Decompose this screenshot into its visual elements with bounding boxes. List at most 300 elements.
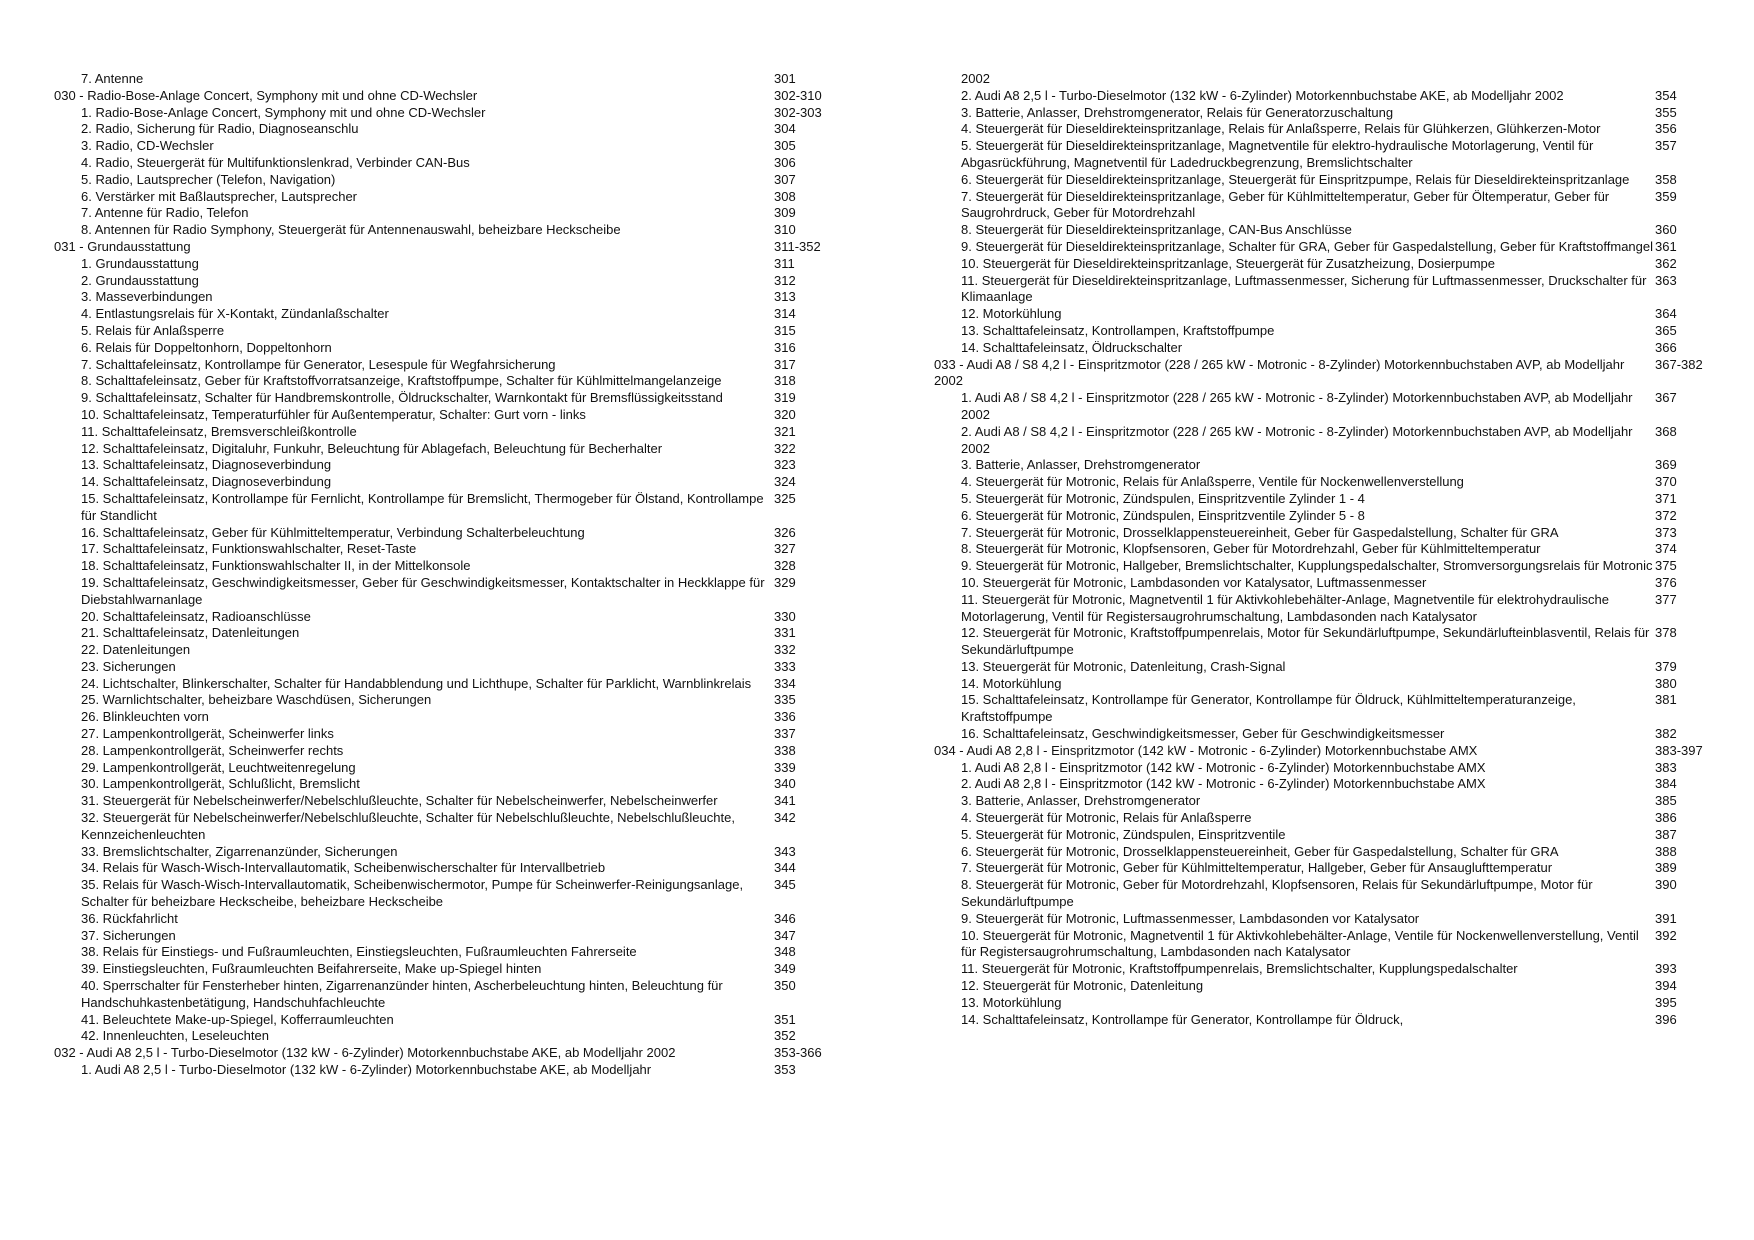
toc-entry[interactable]: [54, 743, 854, 760]
toc-entry-title: 11. Steuergerät für Dieseldirekteinspritzanlage, Luftmassenmesser, Sicherung für Luftmassenmesser, Druckschalter für Klimaanlage: [961, 272, 1647, 305]
toc-entry[interactable]: [54, 961, 854, 978]
toc-entry-title: 13. Schalttafeleinsatz, Kontrollampen, Kraftstoffpumpe: [961, 322, 1275, 338]
toc-entry-title: 35. Relais für Wasch-Wisch-Intervallautomatik, Scheibenwischermotor, Pumpe für Scheinwerfer-Reinigungsanlage, Schalter für beheizbare Heckscheibe, beheizbare Heckscheibe: [81, 877, 744, 910]
toc-entry[interactable]: [934, 928, 1714, 962]
toc-entry[interactable]: [54, 776, 854, 793]
toc-entry-page: 335: [774, 692, 796, 708]
toc-entry-page: 354: [1655, 87, 1677, 103]
toc-entry[interactable]: [934, 810, 1714, 827]
toc-entry-page: 361: [1655, 238, 1677, 254]
toc-entry[interactable]: [54, 373, 854, 390]
toc-entry[interactable]: [54, 155, 854, 172]
toc-entry[interactable]: [934, 793, 1714, 810]
toc-entry-title: 1. Audi A8 / S8 4,2 l - Einspritzmotor (228 / 265 kW - Motronic - 8-Zylinder) Motorkennbuchstaben AVP, ab Modelljahr 2002: [961, 390, 1633, 422]
toc-entry-title: 2. Audi A8 2,8 l - Einspritzmotor (142 kW - Motronic - 6-Zylinder) Motorkennbuchstabe AMX: [961, 776, 1486, 792]
toc-entry[interactable]: [934, 525, 1714, 542]
toc-entry[interactable]: [934, 911, 1714, 928]
toc-entry-title: 030 - Radio-Bose-Anlage Concert, Symphony mit und ohne CD-Wechsler: [54, 87, 478, 103]
toc-entry-page: 391: [1655, 910, 1677, 926]
toc-entry-title: 2002: [961, 71, 990, 86]
toc-entry[interactable]: [54, 541, 854, 558]
toc-entry-title: 6. Steuergerät für Motronic, Zündspulen, Einspritzventile Zylinder 5 - 8: [961, 507, 1365, 523]
toc-entry[interactable]: [54, 676, 854, 693]
toc-entry-page: 375: [1655, 558, 1677, 574]
toc-entry[interactable]: [54, 424, 854, 441]
toc-entry[interactable]: [54, 709, 854, 726]
toc-entry-page: 311-352: [774, 238, 821, 254]
toc-entry-title: 3. Batterie, Anlasser, Drehstromgenerator: [961, 793, 1201, 809]
toc-entry-title: 14. Schalttafeleinsatz, Diagnoseverbindung: [81, 474, 332, 490]
toc-entry[interactable]: [54, 642, 854, 659]
toc-entry-title: 1. Radio-Bose-Anlage Concert, Symphony mit und ohne CD-Wechsler: [81, 104, 486, 120]
toc-entry-title: 2. Radio, Sicherung für Radio, Diagnoseanschlu: [81, 121, 359, 137]
toc-entry-page: 388: [1655, 843, 1677, 859]
toc-entry-title: 7. Antenne für Radio, Telefon: [81, 205, 249, 221]
toc-entry-title: 10. Steuergerät für Dieseldirekteinspritzanlage, Steuergerät für Zusatzheizung, Dosierpumpe: [961, 255, 1496, 271]
toc-entry-title: 12. Steuergerät für Motronic, Kraftstoffpumpenrelais, Motor für Sekundärluftpumpe, Sekundärlufteinblasventil, Relais für Sekundärluftpumpe: [961, 625, 1650, 658]
toc-entry-page: 378: [1655, 625, 1677, 641]
toc-entry-page: 377: [1655, 591, 1677, 607]
toc-entry-title: 14. Schalttafeleinsatz, Öldruckschalter: [961, 339, 1183, 355]
toc-entry-title: 9. Steuergerät für Motronic, Hallgeber, Bremslichtschalter, Kupplungspedalschalter, Stromversorgungsrelais für Motronic: [961, 558, 1653, 574]
toc-entry-title: 23. Sicherungen: [81, 658, 176, 674]
toc-entry-title: 31. Steuergerät für Nebelscheinwerfer/Nebelschlußleuchte, Schalter für Nebelscheinwerfer, Nebelscheinwerfer: [81, 793, 718, 809]
toc-entry-page: 349: [774, 961, 796, 977]
toc-entry-title: 3. Radio, CD-Wechsler: [81, 138, 214, 154]
toc-entry-page: 317: [774, 356, 796, 372]
toc-entry-title: 24. Lichtschalter, Blinkerschalter, Schalter für Handabblendung und Lichthupe, Schalter für Parklicht, Warnblinkrelais: [81, 675, 752, 691]
toc-entry-title: 7. Steuergerät für Motronic, Drosselklappensteuereinheit, Geber für Gaspedalstellung, Schalter für GRA: [961, 524, 1559, 540]
toc-entry[interactable]: [54, 205, 854, 222]
toc-entry-page: 384: [1655, 776, 1677, 792]
toc-entry-page: 372: [1655, 507, 1677, 523]
toc-entry[interactable]: [54, 340, 854, 357]
toc-entry-page: 341: [774, 793, 796, 809]
toc-entry-page: 336: [774, 709, 796, 725]
toc-entry[interactable]: [54, 306, 854, 323]
toc-entry-page: 323: [774, 457, 796, 473]
toc-entry-page: 309: [774, 205, 796, 221]
toc-entry-title: 034 - Audi A8 2,8 l - Einspritzmotor (142 kW - Motronic - 6-Zylinder) Motorkennbuchstabe AMX: [934, 742, 1478, 758]
toc-entry-title: 6. Verstärker mit Baßlautsprecher, Lautsprecher: [81, 188, 358, 204]
toc-entry[interactable]: [54, 944, 854, 961]
toc-entry[interactable]: [54, 222, 854, 239]
toc-entry-page: 344: [774, 860, 796, 876]
toc-entry-title: 1. Grundausstattung: [81, 255, 199, 271]
toc-entry-title: 21. Schalttafeleinsatz, Datenleitungen: [81, 625, 300, 641]
toc-entry[interactable]: [934, 105, 1714, 122]
toc-entry-title: 19. Schalttafeleinsatz, Geschwindigkeitsmesser, Geber für Geschwindigkeitsmesser, Kontaktschalter in Heckklappe für Diebstahlwarnanlage: [81, 574, 765, 607]
toc-entry-page: 312: [774, 272, 796, 288]
toc-section-entry[interactable]: [934, 357, 1714, 391]
toc-section-entry[interactable]: [934, 743, 1714, 760]
toc-entry[interactable]: [934, 508, 1714, 525]
toc-entry-title: 9. Steuergerät für Motronic, Luftmassenmesser, Lambdasonden vor Katalysator: [961, 910, 1420, 926]
toc-entry[interactable]: [934, 1012, 1714, 1029]
toc-entry-title: 6. Steuergerät für Motronic, Drosselklappensteuereinheit, Geber für Gaspedalstellung, Schalter für GRA: [961, 843, 1559, 859]
toc-entry-page: 376: [1655, 574, 1677, 590]
toc-entry-page: 325: [774, 490, 796, 506]
toc-entry-title: 28. Lampenkontrollgerät, Scheinwerfer rechts: [81, 742, 344, 758]
toc-entry-title: 16. Schalttafeleinsatz, Geber für Kühlmitteltemperatur, Verbindung Schalterbeleuchtung: [81, 524, 585, 540]
toc-entry-page: 350: [774, 978, 796, 994]
toc-entry[interactable]: [934, 625, 1714, 659]
toc-entry-page: 321: [774, 423, 796, 439]
toc-entry-page: 331: [774, 625, 796, 641]
toc-entry-title: 5. Steuergerät für Motronic, Zündspulen, Einspritzventile: [961, 826, 1286, 842]
toc-entry[interactable]: [934, 71, 1714, 88]
toc-entry-title: 38. Relais für Einstiegs- und Fußraumleuchten, Einstiegsleuchten, Fußraumleuchten Fahrerseite: [81, 944, 637, 960]
toc-entry[interactable]: [54, 575, 854, 609]
toc-entry-title: 41. Beleuchtete Make-up-Spiegel, Kofferraumleuchten: [81, 1011, 394, 1027]
toc-entry-page: 307: [774, 171, 796, 187]
toc-right-column: [934, 71, 1714, 1028]
toc-entry[interactable]: [54, 172, 854, 189]
toc-entry[interactable]: [934, 827, 1714, 844]
toc-entry[interactable]: [54, 860, 854, 877]
toc-entry-page: 342: [774, 810, 796, 826]
toc-entry-page: 333: [774, 658, 796, 674]
toc-entry[interactable]: [54, 810, 854, 844]
toc-entry[interactable]: [54, 625, 854, 642]
toc-entry-page: 329: [774, 574, 796, 590]
toc-entry[interactable]: [54, 978, 854, 1012]
toc-entry[interactable]: [54, 692, 854, 709]
toc-entry[interactable]: [54, 491, 854, 525]
toc-entry[interactable]: [934, 726, 1714, 743]
toc-entry[interactable]: [54, 609, 854, 626]
toc-entry-page: 367-382: [1655, 356, 1703, 372]
toc-entry[interactable]: [934, 340, 1714, 357]
toc-entry-title: 3. Batterie, Anlasser, Drehstromgenerator, Relais für Generatorzuschaltung: [961, 104, 1394, 120]
toc-entry[interactable]: [934, 844, 1714, 861]
toc-entry[interactable]: [54, 390, 854, 407]
toc-entry[interactable]: [934, 961, 1714, 978]
toc-entry-page: 340: [774, 776, 796, 792]
toc-entry[interactable]: [934, 306, 1714, 323]
toc-entry-title: 5. Steuergerät für Dieseldirekteinspritzanlage, Magnetventile für elektro-hydraulische Motorlagerung, Ventil für Abgasrückführung, Magnetventil für Ladedruckbegrenzung, Bremslichtschalter: [961, 138, 1594, 170]
toc-entry-page: 301: [774, 71, 796, 86]
toc-entry-title: 42. Innenleuchten, Leseleuchten: [81, 1028, 269, 1044]
toc-entry[interactable]: [934, 592, 1714, 626]
toc-entry[interactable]: [54, 877, 854, 911]
toc-entry-page: 383: [1655, 759, 1677, 775]
toc-entry-page: 311: [774, 255, 795, 271]
toc-entry-title: 16. Schalttafeleinsatz, Geschwindigkeitsmesser, Geber für Geschwindigkeitsmesser: [961, 726, 1445, 742]
toc-entry[interactable]: [54, 457, 854, 474]
toc-entry-title: 5. Radio, Lautsprecher (Telefon, Navigation): [81, 171, 336, 187]
toc-entry[interactable]: [54, 1028, 854, 1045]
toc-entry[interactable]: [54, 1062, 854, 1079]
toc-entry-page: 389: [1655, 860, 1677, 876]
toc-entry-title: 11. Steuergerät für Motronic, Kraftstoffpumpenrelais, Bremslichtschalter, Kupplungspedalschalter: [961, 961, 1518, 977]
toc-entry-page: 314: [774, 306, 796, 322]
toc-entry[interactable]: [54, 71, 854, 88]
toc-entry-page: 356: [1655, 121, 1677, 137]
toc-entry[interactable]: [934, 776, 1714, 793]
toc-entry-page: 306: [774, 154, 796, 170]
toc-entry-page: 332: [774, 642, 796, 658]
toc-entry[interactable]: [54, 844, 854, 861]
toc-entry[interactable]: [54, 289, 854, 306]
toc-entry-title: 8. Steuergerät für Motronic, Klopfsensoren, Geber für Motordrehzahl, Geber für Kühlmitteltemperatur: [961, 541, 1541, 557]
toc-entry-page: 345: [774, 877, 796, 893]
toc-entry-title: 12. Motorkühlung: [961, 306, 1062, 322]
toc-entry-page: 326: [774, 524, 796, 540]
toc-entry[interactable]: [934, 676, 1714, 693]
toc-entry-title: 6. Relais für Doppeltonhorn, Doppeltonhorn: [81, 339, 332, 355]
toc-entry-title: 8. Schalttafeleinsatz, Geber für Kraftstoffvorratsanzeige, Kraftstoffpumpe, Schalter für Kühlmittelmangelanzeige: [81, 373, 722, 389]
toc-entry[interactable]: [934, 323, 1714, 340]
toc-entry-title: 031 - Grundausstattung: [54, 238, 191, 254]
toc-entry-page: 382: [1655, 726, 1677, 742]
toc-entry-title: 8. Steuergerät für Dieseldirekteinspritzanlage, CAN-Bus Anschlüsse: [961, 222, 1352, 238]
toc-entry-page: 310: [774, 222, 796, 238]
toc-entry-page: 357: [1655, 138, 1677, 154]
toc-entry-page: 396: [1655, 1011, 1677, 1027]
toc-entry-title: 32. Steuergerät für Nebelscheinwerfer/Nebelschlußleuchte, Schalter für Nebelschlußleuchte, Nebelschlußleuchte, Kennzeichenleuchten: [81, 810, 735, 842]
toc-entry-page: 348: [774, 944, 796, 960]
toc-entry-page: 313: [774, 289, 796, 305]
toc-entry[interactable]: [934, 474, 1714, 491]
toc-entry-title: 8. Antennen für Radio Symphony, Steuergerät für Antennenauswahl, beheizbare Heckscheibe: [81, 222, 621, 238]
toc-entry-title: 25. Warnlichtschalter, beheizbare Waschdüsen, Sicherungen: [81, 692, 432, 708]
toc-entry-page: 373: [1655, 524, 1677, 540]
toc-entry-page: 355: [1655, 104, 1677, 120]
toc-entry[interactable]: [54, 928, 854, 945]
toc-entry[interactable]: [934, 138, 1714, 172]
toc-entry[interactable]: [54, 441, 854, 458]
toc-entry[interactable]: [54, 911, 854, 928]
toc-entry[interactable]: [934, 558, 1714, 575]
toc-entry[interactable]: [934, 222, 1714, 239]
toc-entry-title: 4. Radio, Steuergerät für Multifunktionslenkrad, Verbinder CAN-Bus: [81, 154, 470, 170]
toc-entry-page: 380: [1655, 675, 1677, 691]
toc-entry[interactable]: [54, 189, 854, 206]
toc-entry-title: 7. Steuergerät für Dieseldirekteinspritzanlage, Geber für Kühlmitteltemperatur, Geber für Öltemperatur, Geber für Saugrohrdruck, Geber für Motordrehzahl: [961, 188, 1610, 221]
toc-entry-title: 14. Motorkühlung: [961, 675, 1062, 691]
toc-entry-title: 4. Steuergerät für Motronic, Relais für Anlaßsperre, Ventile für Nockenwellenverstellung: [961, 474, 1464, 490]
toc-entry-title: 13. Steuergerät für Motronic, Datenleitung, Crash-Signal: [961, 658, 1286, 674]
toc-entry-page: 302-310: [774, 87, 822, 103]
toc-entry-title: 26. Blinkleuchten vorn: [81, 709, 209, 725]
toc-entry[interactable]: [934, 390, 1714, 424]
toc-entry-title: 20. Schalttafeleinsatz, Radioanschlüsse: [81, 608, 311, 624]
toc-entry-page: 371: [1655, 490, 1677, 506]
toc-entry-page: 320: [774, 406, 796, 422]
toc-entry-title: 6. Steuergerät für Dieseldirekteinspritzanlage, Steuergerät für Einspritzpumpe, Relais für Dieseldirekteinspritzanlage: [961, 171, 1630, 187]
toc-entry-page: 352: [774, 1028, 796, 1044]
toc-entry[interactable]: [934, 239, 1714, 256]
toc-entry-title: 5. Steuergerät für Motronic, Zündspulen, Einspritzventile Zylinder 1 - 4: [961, 490, 1365, 506]
toc-entry-page: 365: [1655, 322, 1677, 338]
toc-entry-page: 330: [774, 608, 796, 624]
toc-entry[interactable]: [934, 760, 1714, 777]
toc-entry[interactable]: [54, 256, 854, 273]
toc-entry-title: 11. Schalttafeleinsatz, Bremsverschleißkontrolle: [81, 423, 357, 439]
toc-entry-title: 7. Schalttafeleinsatz, Kontrollampe für Generator, Lesespule für Wegfahrsicherung: [81, 356, 556, 372]
toc-entry-title: 15. Schalttafeleinsatz, Kontrollampe für Fernlicht, Kontrollampe für Bremslicht, Thermogeber für Ölstand, Kontrollampe für Standlicht: [81, 490, 764, 523]
toc-entry-title: 34. Relais für Wasch-Wisch-Intervallautomatik, Scheibenwischerschalter für Intervallbetrieb: [81, 860, 606, 876]
toc-entry-title: 14. Schalttafeleinsatz, Kontrollampe für Generator, Kontrollampe für Öldruck,: [961, 1011, 1404, 1027]
toc-entry[interactable]: [934, 995, 1714, 1012]
toc-entry[interactable]: [934, 189, 1714, 223]
toc-entry-title: 2. Grundausstattung: [81, 272, 199, 288]
toc-entry-page: 379: [1655, 658, 1677, 674]
toc-entry-page: 316: [774, 339, 796, 355]
toc-entry-page: 322: [774, 440, 796, 456]
toc-entry-page: 302-303: [774, 104, 822, 120]
toc-entry-page: 327: [774, 541, 796, 557]
toc-entry-title: 13. Motorkühlung: [961, 994, 1062, 1010]
toc-entry[interactable]: [934, 88, 1714, 105]
toc-entry-page: 318: [774, 373, 796, 389]
toc-entry-page: 343: [774, 843, 796, 859]
toc-entry[interactable]: [54, 105, 854, 122]
toc-left-column: [54, 71, 854, 1079]
toc-entry[interactable]: [54, 273, 854, 290]
toc-entry-page: 392: [1655, 927, 1677, 943]
toc-entry-title: 17. Schalttafeleinsatz, Funktionswahlschalter, Reset-Taste: [81, 541, 417, 557]
toc-entry-page: 374: [1655, 541, 1677, 557]
toc-entry-title: 033 - Audi A8 / S8 4,2 l - Einspritzmotor (228 / 265 kW - Motronic - 8-Zylinder) Motorkennbuchstaben AVP, ab Modelljahr 2002: [934, 356, 1625, 389]
toc-entry-title: 29. Lampenkontrollgerät, Leuchtweitenregelung: [81, 759, 356, 775]
toc-entry-title: 36. Rückfahrlicht: [81, 910, 178, 926]
toc-entry-title: 1. Audi A8 2,8 l - Einspritzmotor (142 kW - Motronic - 6-Zylinder) Motorkennbuchstabe AMX: [961, 759, 1486, 775]
toc-entry-page: 339: [774, 759, 796, 775]
toc-entry-title: 37. Sicherungen: [81, 927, 176, 943]
toc-entry-page: 387: [1655, 826, 1677, 842]
toc-entry-page: 353-366: [774, 1045, 822, 1061]
toc-entry-page: 359: [1655, 188, 1677, 204]
toc-entry-page: 364: [1655, 306, 1677, 322]
toc-entry[interactable]: [54, 474, 854, 491]
toc-entry-page: 385: [1655, 793, 1677, 809]
toc-entry[interactable]: [54, 357, 854, 374]
toc-entry-title: 18. Schalttafeleinsatz, Funktionswahlschalter II, in der Mittelkonsole: [81, 558, 471, 574]
toc-entry[interactable]: [934, 457, 1714, 474]
toc-entry[interactable]: [54, 121, 854, 138]
toc-entry-title: 3. Masseverbindungen: [81, 289, 213, 305]
toc-entry-page: 353: [774, 1062, 796, 1078]
toc-entry[interactable]: [54, 760, 854, 777]
toc-entry-title: 9. Schalttafeleinsatz, Schalter für Handbremskontrolle, Öldruckschalter, Warnkontakt für Bremsflüssigkeitsstand: [81, 390, 723, 406]
toc-entry[interactable]: [54, 323, 854, 340]
toc-entry[interactable]: [934, 575, 1714, 592]
toc-section-entry[interactable]: [54, 239, 854, 256]
toc-entry-page: 319: [774, 390, 796, 406]
toc-entry-page: 351: [774, 1011, 796, 1027]
toc-entry-page: 368: [1655, 423, 1677, 439]
toc-entry-title: 10. Steuergerät für Motronic, Magnetventil 1 für Aktivkohlebehälter-Anlage, Ventile für Nockenwellenverstellung, Ventil für Registersaugrohrumschaltung, Lambdasonden nach Katalysator: [961, 927, 1639, 960]
toc-entry[interactable]: [934, 659, 1714, 676]
toc-entry[interactable]: [54, 793, 854, 810]
toc-entry-page: 304: [774, 121, 796, 137]
toc-entry-page: 393: [1655, 961, 1677, 977]
toc-entry-page: 395: [1655, 994, 1677, 1010]
toc-entry-page: 305: [774, 138, 796, 154]
toc-entry-title: 2. Audi A8 2,5 l - Turbo-Dieselmotor (132 kW - 6-Zylinder) Motorkennbuchstabe AKE, ab Modelljahr 2002: [961, 87, 1564, 103]
toc-entry-page: 369: [1655, 457, 1677, 473]
toc-entry-title: 27. Lampenkontrollgerät, Scheinwerfer links: [81, 726, 334, 742]
toc-entry-page: 337: [774, 726, 796, 742]
toc-entry-title: 3. Batterie, Anlasser, Drehstromgenerator: [961, 457, 1201, 473]
toc-entry[interactable]: [934, 273, 1714, 307]
toc-entry-page: 346: [774, 910, 796, 926]
toc-entry-title: 7. Antenne: [81, 71, 144, 86]
toc-entry-page: 308: [774, 188, 796, 204]
toc-entry-page: 363: [1655, 272, 1677, 288]
toc-entry-page: 315: [774, 322, 796, 338]
toc-entry-page: 358: [1655, 171, 1677, 187]
toc-section-entry[interactable]: [54, 1045, 854, 1062]
toc-entry[interactable]: [54, 726, 854, 743]
toc-entry-title: 032 - Audi A8 2,5 l - Turbo-Dieselmotor (132 kW - 6-Zylinder) Motorkennbuchstabe AKE, ab Modelljahr 2002: [54, 1045, 676, 1061]
toc-entry-title: 2. Audi A8 / S8 4,2 l - Einspritzmotor (228 / 265 kW - Motronic - 8-Zylinder) Motorkennbuchstaben AVP, ab Modelljahr 2002: [961, 423, 1633, 456]
toc-entry-page: 394: [1655, 978, 1677, 994]
toc-entry-page: 390: [1655, 877, 1677, 893]
toc-entry-page: 383-397: [1655, 742, 1703, 758]
toc-entry[interactable]: [54, 1012, 854, 1029]
toc-entry[interactable]: [934, 121, 1714, 138]
toc-entry-page: 338: [774, 742, 796, 758]
toc-entry[interactable]: [54, 558, 854, 575]
toc-entry-title: 40. Sperrschalter für Fensterheber hinten, Zigarrenanzünder hinten, Ascherbeleuchtung hinten, Beleuchtung für Handschuhkastenbetätigung, Handschuhfachleuchte: [81, 978, 723, 1010]
toc-entry-page: 367: [1655, 390, 1677, 406]
toc-entry-title: 7. Steuergerät für Motronic, Geber für Kühlmitteltemperatur, Hallgeber, Geber für Ansauglufttemperatur: [961, 860, 1553, 876]
toc-entry[interactable]: [934, 877, 1714, 911]
toc-entry-page: 328: [774, 558, 796, 574]
toc-entry[interactable]: [934, 541, 1714, 558]
toc-entry[interactable]: [54, 138, 854, 155]
toc-section-entry[interactable]: [54, 88, 854, 105]
toc-entry-title: 10. Schalttafeleinsatz, Temperaturfühler für Außentemperatur, Schalter: Gurt vorn - links: [81, 406, 586, 422]
toc-entry[interactable]: [54, 659, 854, 676]
toc-entry-page: 347: [774, 927, 796, 943]
toc-entry-title: 12. Schalttafeleinsatz, Digitaluhr, Funkuhr, Beleuchtung für Ablagefach, Beleuchtung für Becherhalter: [81, 440, 663, 456]
toc-entry[interactable]: [934, 172, 1714, 189]
toc-entry-page: 386: [1655, 810, 1677, 826]
toc-entry-title: 12. Steuergerät für Motronic, Datenleitung: [961, 978, 1204, 994]
toc-entry-title: 10. Steuergerät für Motronic, Lambdasonden vor Katalysator, Luftmassenmesser: [961, 574, 1427, 590]
toc-entry-title: 15. Schalttafeleinsatz, Kontrollampe für Generator, Kontrollampe für Öldruck, Kühlmitteltemperaturanzeige, Kraftstoffpumpe: [961, 692, 1576, 725]
toc-entry-page: 381: [1655, 692, 1677, 708]
toc-entry-title: 4. Steuergerät für Motronic, Relais für Anlaßsperre: [961, 810, 1252, 826]
toc-entry-title: 4. Steuergerät für Dieseldirekteinspritzanlage, Relais für Anlaßsperre, Relais für Glühkerzen, Glühkerzen-Motor: [961, 121, 1601, 137]
toc-entry-page: 366: [1655, 339, 1677, 355]
toc-entry[interactable]: [934, 860, 1714, 877]
toc-entry[interactable]: [934, 424, 1714, 458]
toc-entry-title: 13. Schalttafeleinsatz, Diagnoseverbindung: [81, 457, 332, 473]
toc-entry[interactable]: [54, 407, 854, 424]
toc-entry-title: 33. Bremslichtschalter, Zigarrenanzünder, Sicherungen: [81, 843, 398, 859]
toc-entry[interactable]: [54, 525, 854, 542]
toc-entry-title: 5. Relais für Anlaßsperre: [81, 322, 225, 338]
toc-entry-page: 360: [1655, 222, 1677, 238]
toc-entry-page: 362: [1655, 255, 1677, 271]
toc-entry[interactable]: [934, 256, 1714, 273]
toc-entry-title: 11. Steuergerät für Motronic, Magnetventil 1 für Aktivkohlebehälter-Anlage, Magnetventile für elektrohydraulische Motorlagerung, Ventil für Registersaugrohrumschaltung, Lambdasonden nach Katalysator: [961, 591, 1609, 624]
toc-entry-title: 1. Audi A8 2,5 l - Turbo-Dieselmotor (132 kW - 6-Zylinder) Motorkennbuchstabe AKE, ab Modelljahr: [81, 1062, 652, 1078]
toc-entry-title: 39. Einstiegsleuchten, Fußraumleuchten Beifahrerseite, Make up-Spiegel hinten: [81, 961, 542, 977]
toc-entry-page: 334: [774, 675, 796, 691]
toc-entry[interactable]: [934, 491, 1714, 508]
toc-entry-page: 370: [1655, 474, 1677, 490]
toc-entry-title: 30. Lampenkontrollgerät, Schlußlicht, Bremslicht: [81, 776, 360, 792]
toc-entry[interactable]: [934, 978, 1714, 995]
toc-entry-title: 9. Steuergerät für Dieseldirekteinspritzanlage, Schalter für GRA, Geber für Gaspedalstellung, Geber für Kraftstoffmangel: [961, 238, 1653, 254]
toc-entry[interactable]: [934, 692, 1714, 726]
